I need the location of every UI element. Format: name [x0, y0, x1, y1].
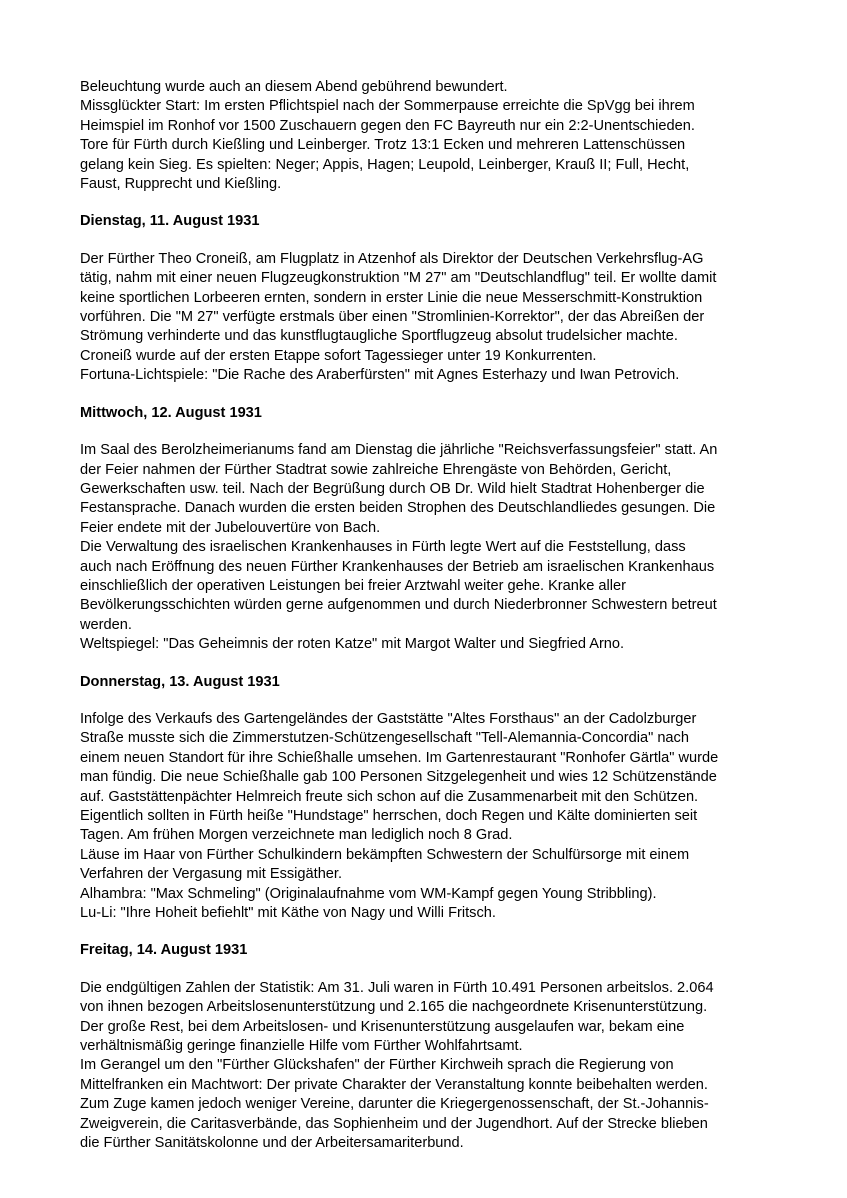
text-line: Croneiß wurde auf der ersten Etappe sofort Tagessieger unter 19 Konkurrenten. — [80, 347, 597, 364]
text-line: Der Fürther Theo Croneiß, am Flugplatz in Atzenhof als Direktor der Deutschen Verkehrsflug-AG — [80, 250, 704, 267]
text-line: auf. Gaststättenpächter Helmreich freute sich schon auf die Zusammenarbeit mit den Schützen. — [80, 788, 699, 805]
section-body — [80, 979, 770, 1154]
text-line: Festansprache. Danach wurden die ersten beiden Strophen des Deutschlandliedes gesungen. Die — [80, 500, 716, 517]
section-body — [80, 441, 770, 654]
text-line: Lu-Li: "Ihre Hoheit befiehlt" mit Käthe von Nagy und Willi Fritsch. — [80, 905, 496, 922]
text-line: gelang kein Sieg. Es spielten: Neger; Appis, Hagen; Leupold, Leinberger, Krauß II; Full, Hecht, — [80, 156, 690, 173]
text-line: Alhambra: "Max Schmeling" (Originalaufnahme vom WM-Kampf gegen Young Stribbling). — [80, 885, 657, 902]
text-line: Feier endete mit der Jubelouvertüre von Bach. — [80, 519, 381, 536]
date-heading: Donnerstag, 13. August 1931 — [80, 673, 280, 690]
text-line: Faust, Rupprecht und Kießling. — [80, 176, 282, 193]
text-line: Tagen. Am frühen Morgen verzeichnete man lediglich noch 8 Grad. — [80, 827, 513, 844]
text-line: Die endgültigen Zahlen der Statistik: Am 31. Juli waren in Fürth 10.491 Personen arbeitslos. 2.064 — [80, 979, 714, 996]
text-line: werden. — [80, 616, 132, 633]
date-heading: Mittwoch, 12. August 1931 — [80, 404, 262, 421]
text-line: tätig, nahm mit einer neuen Flugzeugkonstruktion "M 27" am "Deutschlandflug" teil. Er wollte damit — [80, 270, 717, 287]
text-line: der Feier nahmen der Fürther Stadtrat sowie zahlreiche Ehrengäste von Behörden, Gericht, — [80, 461, 672, 478]
text-line: man fündig. Die neue Schießhalle gab 100 Personen Sitzgelegenheit und wies 12 Schützenstände — [80, 769, 717, 786]
text-line: Bevölkerungsschichten würden gerne aufgenommen und durch Niederbronner Schwestern betreut — [80, 597, 717, 614]
text-line: Die Verwaltung des israelischen Krankenhauses in Fürth legte Wert auf die Feststellung, dass — [80, 539, 686, 556]
date-heading: Dienstag, 11. August 1931 — [80, 213, 260, 230]
document-page — [80, 78, 770, 1154]
text-line: von ihnen bezogen Arbeitslosenunterstützung und 2.165 die nachgeordnete Krisenunterstützung. — [80, 999, 708, 1016]
text-line: auch nach Eröffnung des neuen Fürther Krankenhauses der Betrieb am israelischen Krankenhaus — [80, 558, 715, 575]
date-heading: Freitag, 14. August 1931 — [80, 942, 248, 959]
text-line: keine sportlichen Lorbeeren ernten, sondern in erster Linie die neue Messerschmitt-Konstruktion — [80, 289, 703, 306]
text-line: Tore für Fürth durch Kießling und Leinberger. Trotz 13:1 Ecken und mehreren Lattenschüssen — [80, 137, 686, 154]
text-line: Mittelfranken ein Machtwort: Der private Charakter der Veranstaltung konnte beibehalten werden. — [80, 1076, 708, 1093]
text-line: Strömung verhinderte und das kunstflugtaugliche Sportflugzeug absolut trudelsicher machte. — [80, 328, 678, 345]
text-line: Läuse im Haar von Fürther Schulkindern bekämpften Schwestern der Schulfürsorge mit einem — [80, 846, 690, 863]
text-line: Eigentlich sollten in Fürth heiße "Hundstage" herrschen, doch Regen und Kälte dominierten seit — [80, 808, 698, 824]
text-line: Missglückter Start: Im ersten Pflichtspiel nach der Sommerpause erreichte die SpVgg bei ihrem — [80, 98, 695, 115]
text-line: Gewerkschaften usw. teil. Nach der Begrüßung durch OB Dr. Wild hielt Stadtrat Hohenberger die — [80, 480, 705, 497]
text-line: Infolge des Verkaufs des Gartengeländes der Gaststätte "Altes Forsthaus" an der Cadolzburger — [80, 710, 697, 727]
text-line: vorführen. Die "M 27" verfügte erstmals über einen "Stromlinien-Korrektor", der das Abreißen der — [80, 309, 705, 326]
text-line: Im Saal des Berolzheimerianums fand am Dienstag die jährliche "Reichsverfassungsfeier" statt. An — [80, 442, 718, 459]
text-line: Straße musste sich die Zimmerstutzen-Schützengesellschaft "Tell-Alemannia-Concordia" nach — [80, 730, 689, 747]
text-line: verhältnismäßig geringe finanzielle Hilfe vom Fürther Wohlfahrtsamt. — [80, 1038, 523, 1055]
text-line: Zweigverein, die Caritasverbände, das Sophienheim und der Jugendhort. Auf der Strecke blieben — [80, 1115, 708, 1132]
text-line: Weltspiegel: "Das Geheimnis der roten Katze" mit Margot Walter und Siegfried Arno. — [80, 636, 625, 653]
text-line: einschließlich der operativen Leistungen bei freier Arztwahl weiter gehe. Kranke aller — [80, 577, 626, 594]
text-line: Im Gerangel um den "Fürther Glückshafen" der Fürther Kirchweih sprach die Regierung von — [80, 1057, 674, 1074]
text-line: Zum Zuge kamen jedoch weniger Vereine, darunter die Kriegergenossenschaft, der St.-Johannis- — [80, 1096, 709, 1113]
text-line: Verfahren der Vergasung mit Essigäther. — [80, 866, 343, 883]
intro-paragraph — [80, 78, 770, 194]
text-line: die Fürther Sanitätskolonne und der Arbeitersamariterbund. — [80, 1135, 464, 1152]
text-line: Fortuna-Lichtspiele: "Die Rache des Araberfürsten" mit Agnes Esterhazy und Iwan Petrovich. — [80, 367, 680, 384]
text-line: einem neuen Standort für ihre Schießhalle umsehen. Im Gartenrestaurant "Ronhofer Gärtla" wurde — [80, 749, 719, 766]
section-body — [80, 710, 770, 923]
text-line: Der große Rest, bei dem Arbeitslosen- und Krisenunterstützung ausgelaufen war, bekam eine — [80, 1018, 685, 1035]
text-line: Beleuchtung wurde auch an diesem Abend gebührend bewundert. — [80, 79, 508, 95]
section-body — [80, 250, 770, 386]
text-line: Heimspiel im Ronhof vor 1500 Zuschauern gegen den FC Bayreuth nur ein 2:2-Unentschieden. — [80, 117, 695, 134]
